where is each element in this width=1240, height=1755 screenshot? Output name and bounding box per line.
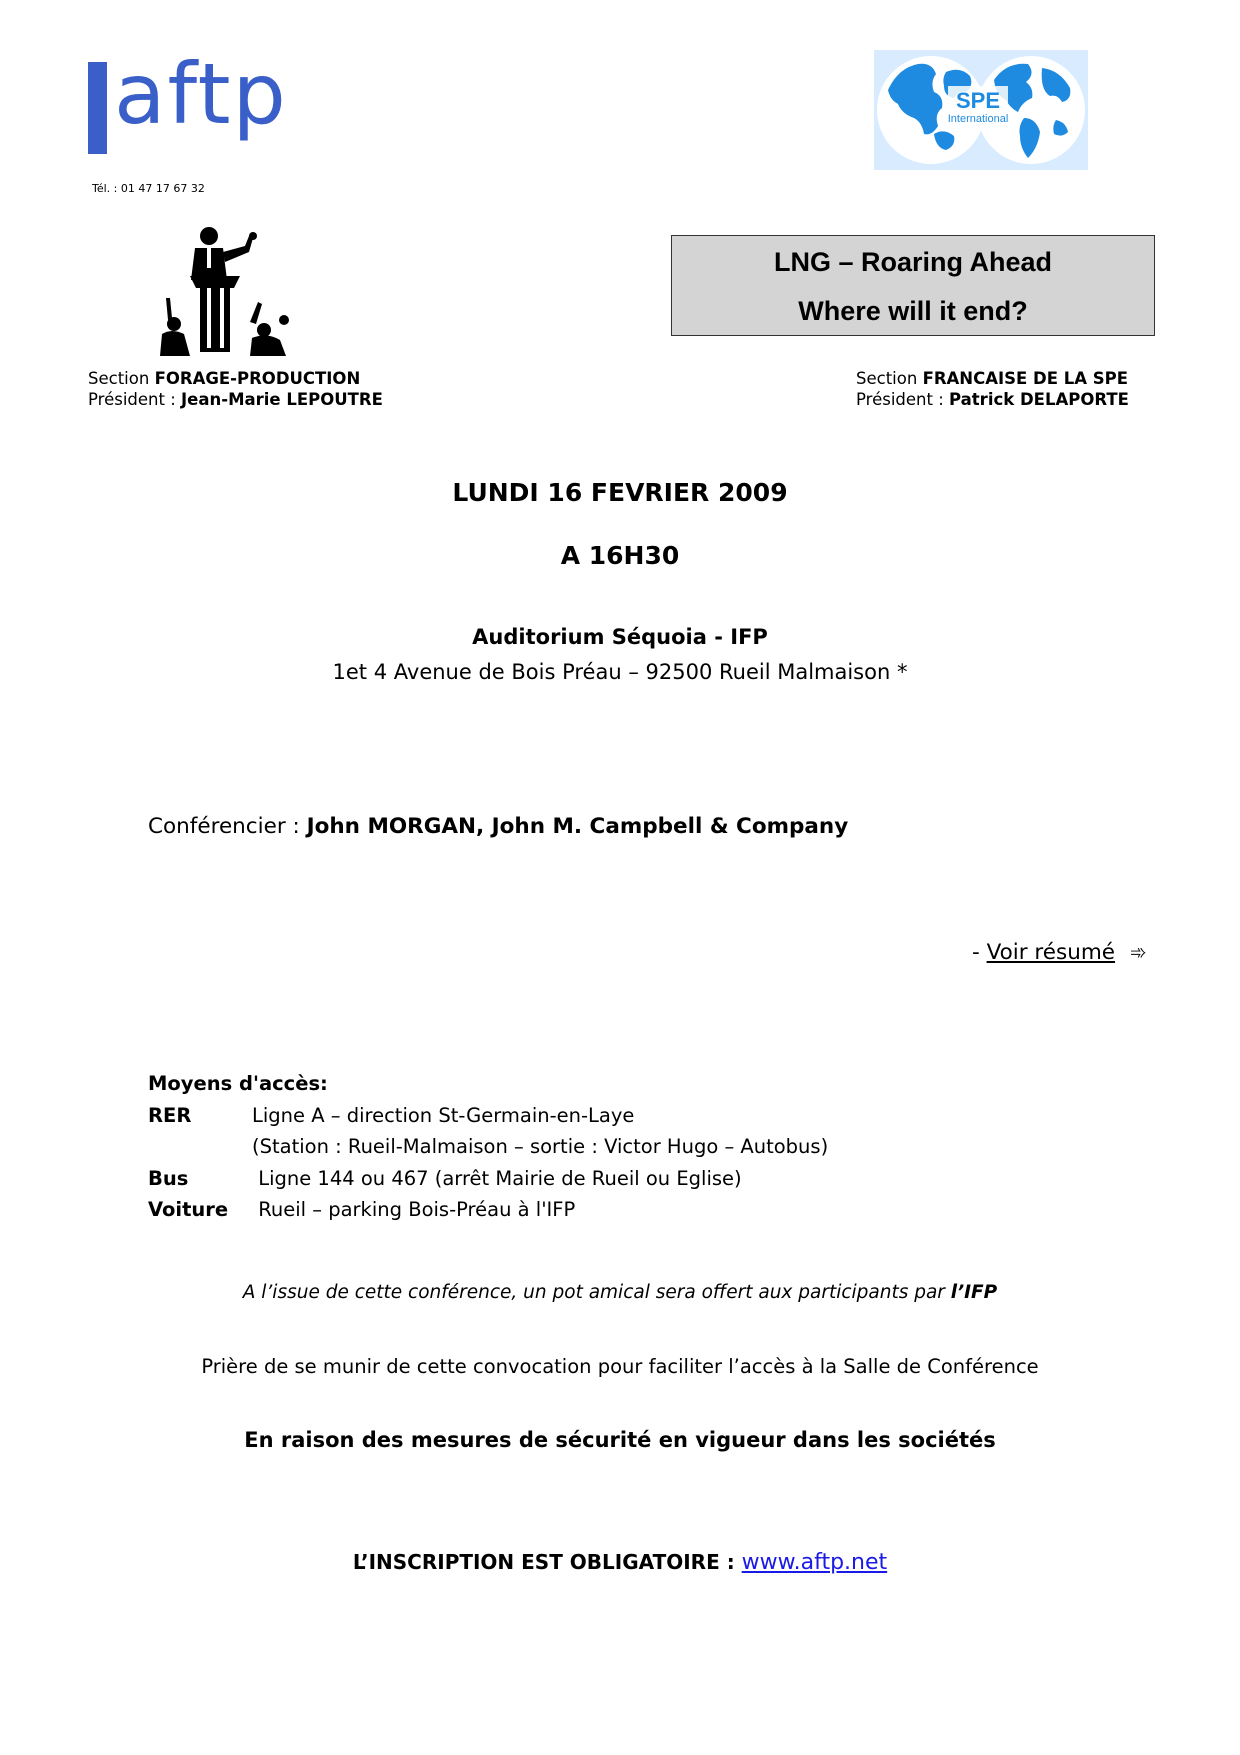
spe-logo-subtitle: International	[947, 113, 1009, 125]
access-value: (Station : Rueil-Malmaison – sortie : Victor Hugo – Autobus)	[252, 1135, 829, 1158]
telephone: Tél. : 01 47 17 67 32	[92, 182, 205, 195]
access-row	[148, 1100, 828, 1132]
speaker-line	[148, 814, 848, 839]
aftp-logo-text: aftp	[114, 45, 288, 143]
aftp-website-link[interactable]: www.aftp.net	[741, 1550, 888, 1575]
pot-ifp: l’IFP	[950, 1282, 998, 1303]
access-row	[148, 1131, 828, 1163]
title-box	[671, 235, 1155, 336]
inscription-line	[0, 1550, 1240, 1575]
arrow-icon: ➾	[1129, 940, 1147, 964]
pot-text: A l’issue de cette conférence, un pot amical sera offert aux participants par	[242, 1282, 951, 1303]
section-name: FORAGE-PRODUCTION	[154, 369, 361, 388]
access-row	[148, 1163, 828, 1195]
inscription-label: L’INSCRIPTION EST OBLIGATOIRE :	[352, 1550, 742, 1574]
president-label: Président :	[856, 390, 950, 409]
event-address: 1et 4 Avenue de Bois Préau – 92500 Rueil Malmaison *	[332, 660, 908, 684]
title-line-2: Where will it end?	[798, 296, 1028, 326]
event-time: A 16H30	[560, 541, 680, 570]
access-key: Voiture	[148, 1198, 229, 1221]
president-name: Jean-Marie LEPOUTRE	[181, 390, 383, 409]
access-row	[148, 1194, 828, 1226]
securite-note: En raison des mesures de sécurité en vigueur dans les sociétés	[244, 1428, 996, 1452]
spe-logo-name: SPE	[955, 88, 1001, 113]
access-value: Rueil – parking Bois-Préau à l'IFP	[252, 1198, 576, 1221]
speaker-pictogram	[160, 226, 290, 358]
president-label: Président :	[88, 390, 182, 409]
section-francaise-spe	[856, 368, 1129, 410]
resume-line	[972, 940, 1147, 965]
priere-note: Prière de se munir de cette convocation pour faciliter l’accès à la Salle de Conférence	[201, 1355, 1039, 1378]
section-forage-production	[88, 368, 383, 410]
pot-amical-note	[0, 1282, 1240, 1303]
event-date: LUNDI 16 FEVRIER 2009	[452, 478, 788, 507]
access-section	[148, 1068, 828, 1226]
aftp-logo	[86, 45, 326, 178]
title-line-1: LNG – Roaring Ahead	[773, 247, 1053, 277]
section-name: FRANCAISE DE LA SPE	[922, 369, 1129, 388]
section-label: Section	[88, 369, 155, 388]
access-heading: Moyens d'accès:	[148, 1072, 328, 1095]
aftp-logo-bar	[88, 62, 107, 154]
access-key: RER	[148, 1103, 192, 1127]
spe-logo	[874, 50, 1088, 170]
access-key: Bus	[148, 1166, 189, 1190]
president-name: Patrick DELAPORTE	[949, 390, 1129, 409]
section-label: Section	[856, 369, 923, 388]
voir-resume-link[interactable]: Voir résumé	[986, 940, 1116, 965]
access-value: Ligne A – direction St-Germain-en-Laye	[252, 1103, 635, 1127]
speaker-label: Conférencier :	[148, 814, 307, 839]
event-venue: Auditorium Séquoia - IFP	[472, 625, 768, 649]
speaker-name: John MORGAN, John M. Campbell & Company	[306, 814, 849, 839]
access-value: Ligne 144 ou 467 (arrêt Mairie de Rueil ou Eglise)	[252, 1166, 742, 1190]
resume-prefix: -	[972, 940, 987, 965]
